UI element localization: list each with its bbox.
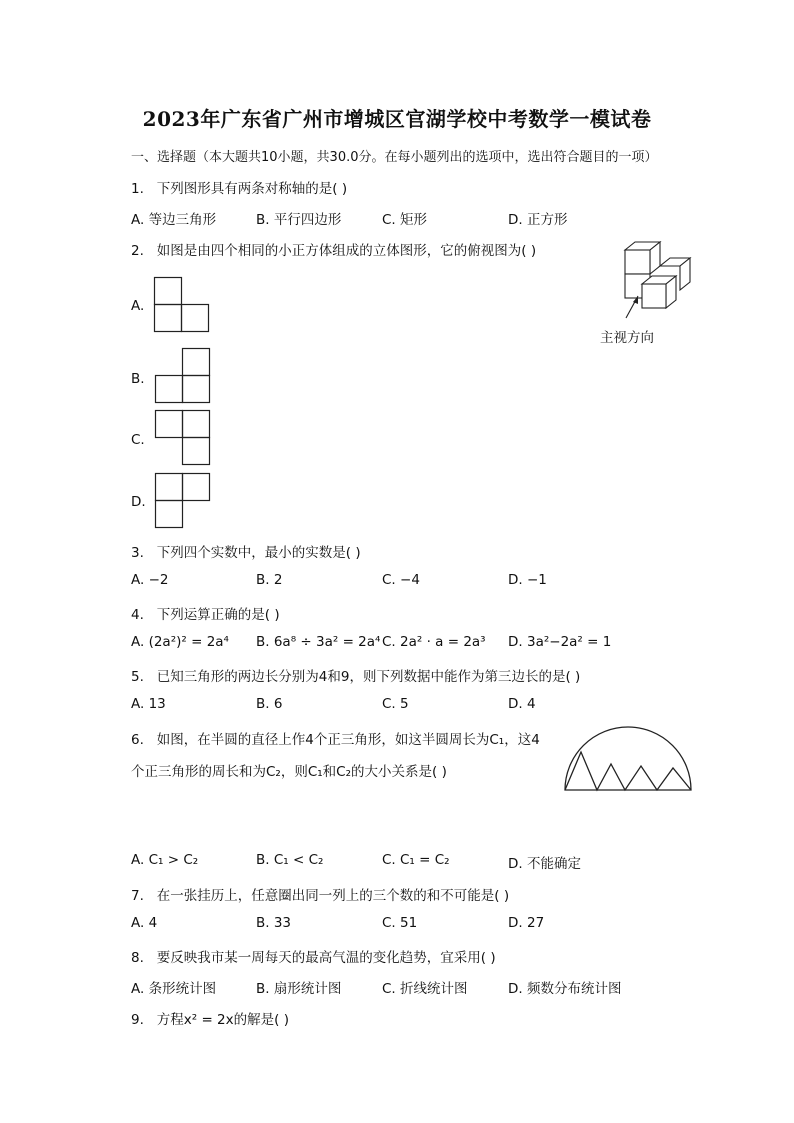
option-d: D. −1 [508,572,547,588]
question-text: 要反映我市某一周每天的最高气温的变化趋势，宜采用( ) [156,950,496,966]
option-b: B. 33 [256,915,292,931]
question-number: 7. [131,888,144,904]
question-text: 如图是由四个相同的小正方体组成的立体图形，它的俯视图为( ) [156,243,537,259]
section-heading: 一、选择题（本大题共10小题，共30.0分。在每小题列出的选项中，选出符合题目的一项） [131,150,658,165]
option-b: B. 6a⁸ ÷ 3a² = 2a⁴ [256,634,381,650]
option-d: D. 不能确定 [508,856,581,872]
question-number: 2. [131,243,144,259]
option-b: B. C₁ < C₂ [256,852,324,868]
question-number: 4. [131,607,144,623]
option-c-figure [154,410,212,468]
question-text-line1: 如图，在半圆的直径上作4个正三角形，如这半圆周长为C₁，这4 [156,732,540,748]
question-text: 下列运算正确的是( ) [156,607,280,623]
option-c: C. [131,432,145,448]
question-number: 9. [131,1012,144,1028]
option-c: C. 折线统计图 [382,981,468,997]
option-a: A. 等边三角形 [131,212,217,228]
option-d-figure [154,472,212,530]
option-a: A. C₁ > C₂ [131,852,199,868]
option-a: A. 13 [131,696,166,712]
question-3 [131,541,361,561]
question-1 [131,177,347,197]
option-d: D. 3a²−2a² = 1 [508,634,612,650]
question-number: 5. [131,669,144,685]
figure-label: 主视方向 [600,330,654,346]
question-4 [131,603,280,623]
option-a: A. (2a²)² = 2a⁴ [131,634,229,650]
question-2 [131,239,536,259]
question-9 [131,1008,289,1028]
question-text: 已知三角形的两边长分别为4和9，则下列数据中能作为第三边长的是( ) [156,669,581,685]
question-text: 下列图形具有两条对称轴的是( ) [156,181,348,197]
option-c: C. 2a² · a = 2a³ [382,634,486,650]
question-text: 下列四个实数中，最小的实数是( ) [156,545,361,561]
option-c: C. −4 [382,572,420,588]
option-c: C. 51 [382,915,418,931]
option-d: D. 27 [508,915,545,931]
option-d: D. [131,494,146,510]
option-d: D. 频数分布统计图 [508,981,622,997]
question-number: 8. [131,950,144,966]
option-a: A. [131,298,145,314]
option-c: C. C₁ = C₂ [382,852,450,868]
question-8 [131,946,496,966]
option-a: A. 4 [131,915,158,931]
option-b: B. 2 [256,572,283,588]
option-a-figure [154,277,210,333]
question-number: 3. [131,545,144,561]
option-c: C. 矩形 [382,212,428,228]
question-text: 在一张挂历上，任意圈出同一列上的三个数的和不可能是( ) [156,888,510,904]
option-b: B. 平行四边形 [256,212,342,228]
question-number: 1. [131,181,144,197]
semicircle-triangles-figure [563,726,693,794]
page-title: 2023年广东省广州市增城区官湖学校中考数学一模试卷 [142,107,652,131]
question-number: 6. [131,732,144,748]
option-c: C. 5 [382,696,409,712]
option-a: A. 条形统计图 [131,981,217,997]
option-b: B. 扇形统计图 [256,981,342,997]
question-5 [131,665,580,685]
question-text-line2: 个正三角形的周长和为C₂，则C₁和C₂的大小关系是( ) [131,764,447,780]
option-b: B. 6 [256,696,283,712]
option-d: D. 4 [508,696,536,712]
question-text: 方程x² = 2x的解是( ) [156,1012,289,1028]
option-b: B. [131,371,145,387]
question-6 [131,728,540,748]
option-a: A. −2 [131,572,169,588]
option-d: D. 正方形 [508,212,568,228]
question-7 [131,884,509,904]
option-b-figure [154,348,212,404]
cube-stack-figure [600,240,700,330]
